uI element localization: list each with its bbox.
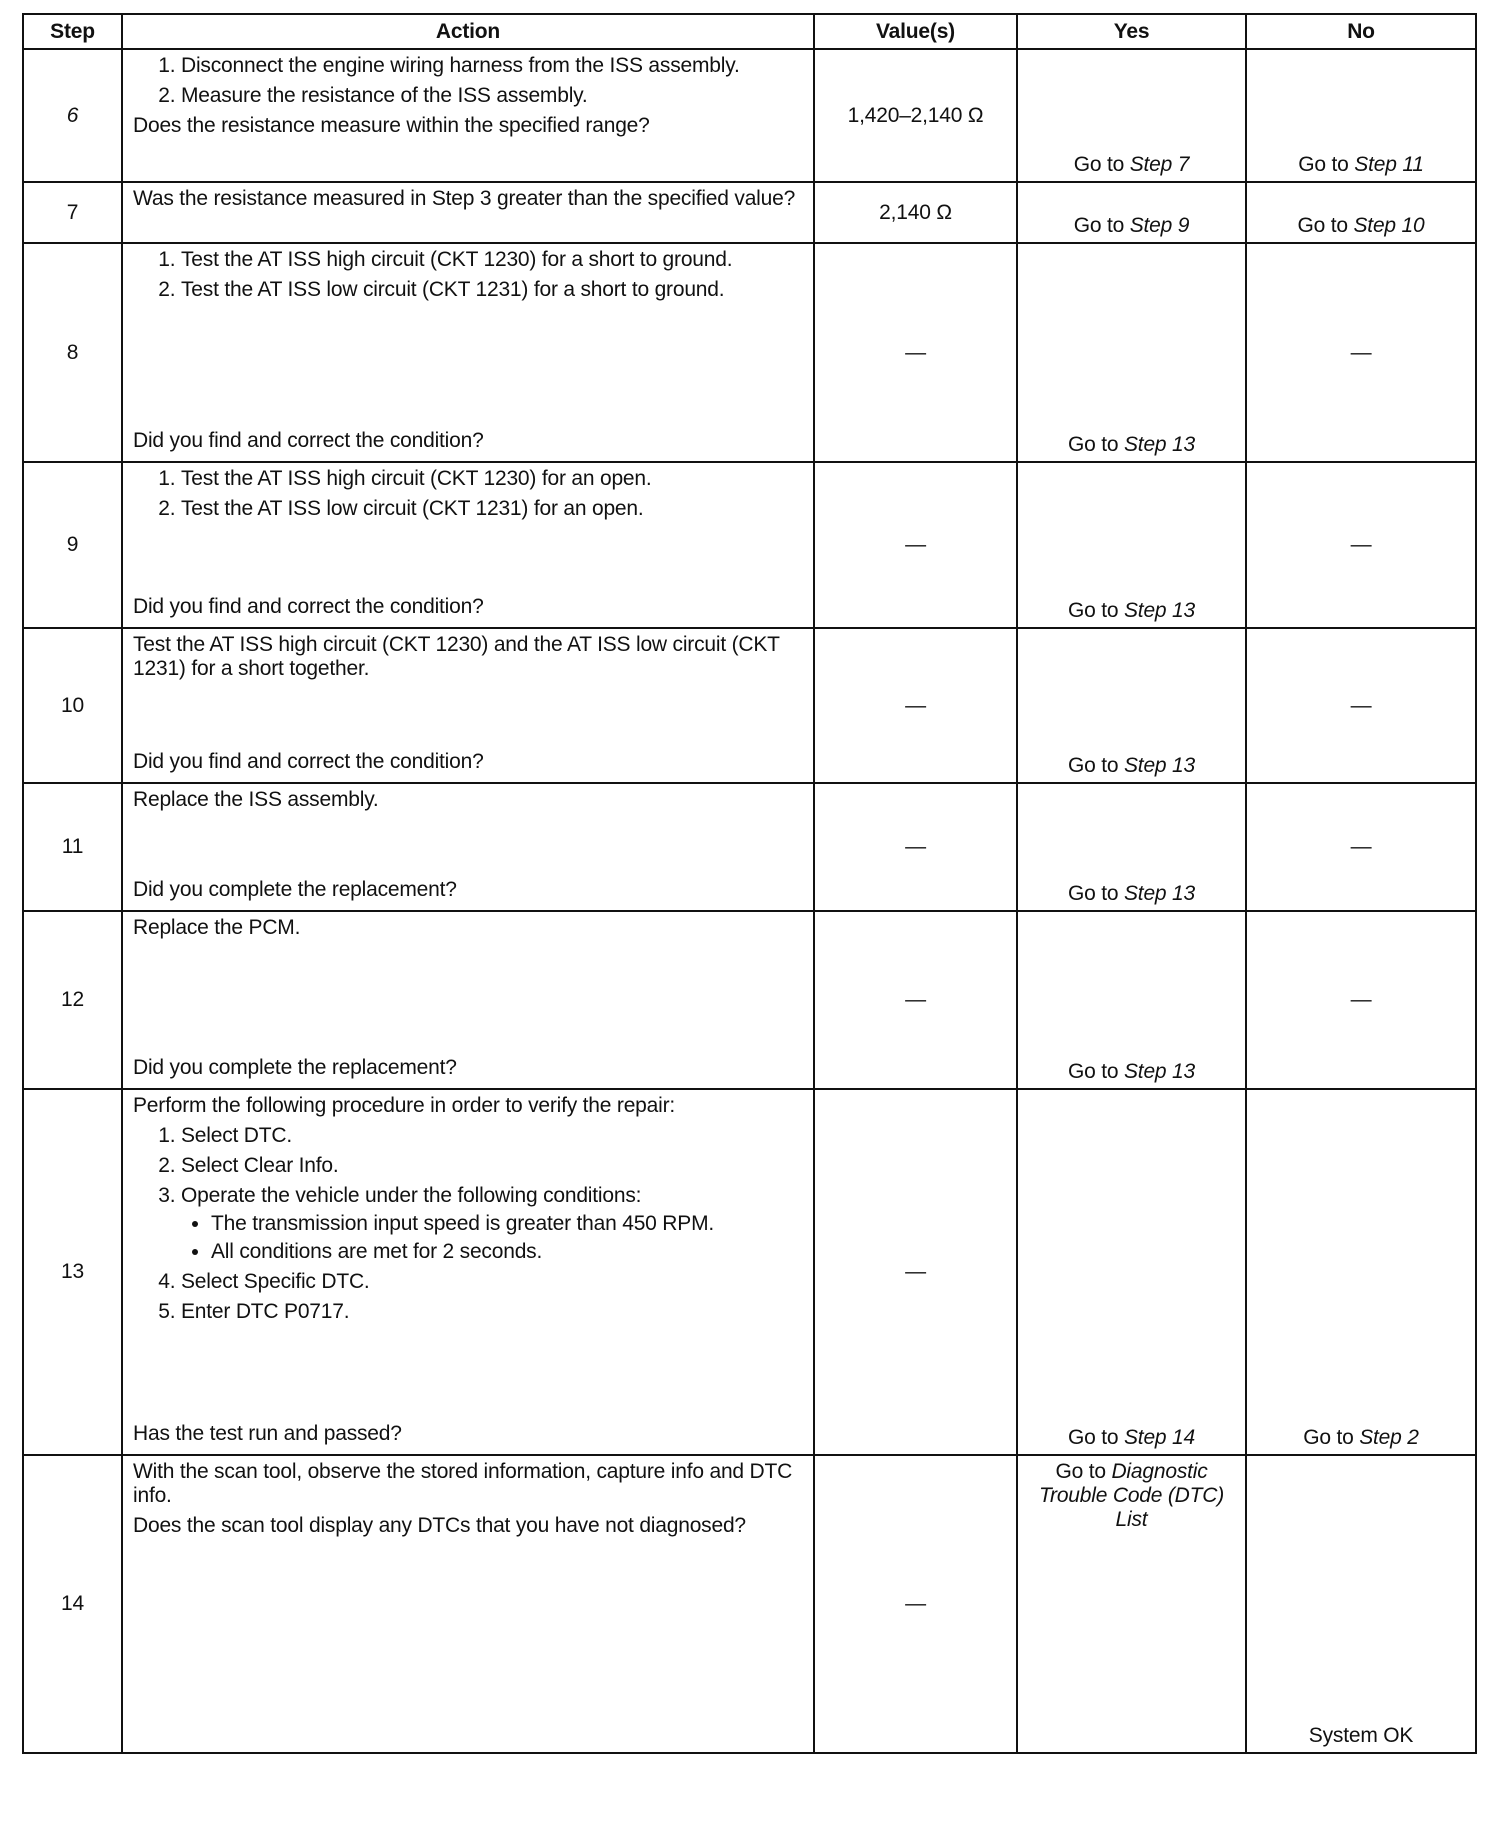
header-no: No [1246,14,1476,49]
action-question: Has the test run and passed? [133,1422,402,1445]
yes-link[interactable]: Step 13 [1124,433,1195,456]
step-number: 11 [23,783,122,911]
action-question: Did you complete the replacement? [133,878,457,901]
action-question: Does the resistance measure within the specified range? [133,114,650,137]
no-cell [1246,182,1476,243]
action-cell [122,628,814,783]
action-item: 5. Enter DTC P0717. [181,1300,803,1324]
value-cell: — [814,911,1017,1089]
yes-cell [1017,243,1246,462]
yes-link[interactable]: Step 7 [1129,153,1190,176]
no-cell: — [1246,911,1476,1089]
action-cell [122,911,814,1089]
header-row [23,14,1476,49]
action-item: 1. Select DTC. [181,1124,803,1148]
table-row [23,1455,1476,1753]
yes-cell [1017,1089,1246,1455]
no-cell: System OK [1246,1455,1476,1753]
step-number: 9 [23,462,122,628]
step-number: 13 [23,1089,122,1455]
action-text: Replace the ISS assembly. [133,788,379,811]
value-cell: — [814,243,1017,462]
action-text: Replace the PCM. [133,916,301,939]
action-question: Did you find and correct the condition? [133,429,484,452]
header-step: Step [23,14,122,49]
value-cell: — [814,783,1017,911]
value-cell: — [814,628,1017,783]
yes-prefix: Go to [1068,433,1124,456]
no-link[interactable]: Step 10 [1353,214,1425,237]
action-cell [122,462,814,628]
table-row [23,182,1476,243]
action-question: Did you complete the replacement? [133,1056,457,1079]
action-item: 2. Test the AT ISS low circuit (CKT 1231) for an open. [181,497,803,521]
table-row [23,783,1476,911]
diagnostic-table [22,13,1477,1754]
step-number: 8 [23,243,122,462]
step-number: 12 [23,911,122,1089]
table-row [23,462,1476,628]
yes-cell [1017,182,1246,243]
yes-link[interactable]: Step 14 [1124,1426,1195,1449]
action-text: Test the AT ISS high circuit (CKT 1230) and the AT ISS low circuit (CKT 1231) for a short together. [133,633,780,680]
value-cell: 2,140 Ω [814,182,1017,243]
condition-list [181,1212,803,1264]
action-question: Did you find and correct the condition? [133,595,484,618]
no-cell: — [1246,462,1476,628]
yes-prefix: Go to [1068,1060,1124,1083]
action-list [133,54,803,114]
action-question: Was the resistance measured in Step 3 greater than the specified value? [122,182,814,243]
step-number: 14 [23,1455,122,1753]
yes-link[interactable]: Step 13 [1124,882,1195,905]
no-cell: — [1246,628,1476,783]
step-number: 10 [23,628,122,783]
yes-cell [1017,628,1246,783]
table-row [23,243,1476,462]
table-row [23,628,1476,783]
yes-cell [1017,462,1246,628]
table-row [23,1089,1476,1455]
condition-item: • The transmission input speed is greater than 450 RPM. [211,1212,803,1236]
no-prefix: Go to [1298,153,1355,176]
header-action: Action [122,14,814,49]
action-item: 1. Test the AT ISS high circuit (CKT 1230) for a short to ground. [181,248,803,272]
action-list [133,467,803,527]
yes-link[interactable]: Step 9 [1129,214,1190,237]
step-number: 6 [23,49,122,182]
action-cell [122,1455,814,1753]
yes-prefix: Go to [1073,153,1130,176]
action-item-text: Operate the vehicle under the following conditions: [181,1184,642,1207]
action-item: 1. Disconnect the engine wiring harness from the ISS assembly. [181,54,803,78]
no-link[interactable]: Step 2 [1359,1426,1419,1449]
yes-link[interactable]: Step 13 [1124,1060,1195,1083]
yes-link[interactable]: Diagnostic Trouble Code (DTC) List [1038,1460,1225,1531]
condition-item: • All conditions are met for 2 seconds. [211,1240,803,1264]
no-cell [1246,49,1476,182]
action-cell [122,783,814,911]
no-link[interactable]: Step 11 [1354,153,1424,176]
yes-prefix: Go to [1055,1460,1112,1483]
action-list [133,248,803,308]
yes-prefix: Go to [1068,754,1124,777]
action-text: With the scan tool, observe the stored information, capture info and DTC info. [133,1460,793,1507]
yes-prefix: Go to [1068,1426,1124,1449]
header-values: Value(s) [814,14,1017,49]
action-text: Perform the following procedure in order to verify the repair: [133,1094,676,1117]
value-cell: — [814,1089,1017,1455]
yes-cell [1017,783,1246,911]
header-yes: Yes [1017,14,1246,49]
action-item: 2. Select Clear Info. [181,1154,803,1178]
no-cell [1246,1089,1476,1455]
yes-cell [1017,49,1246,182]
action-item: 2. Measure the resistance of the ISS assembly. [181,84,803,108]
action-list [133,1124,803,1324]
yes-cell [1017,1455,1246,1753]
action-item [181,1184,803,1264]
action-question: Did you find and correct the condition? [133,750,484,773]
action-item: 1. Test the AT ISS high circuit (CKT 1230) for an open. [181,467,803,491]
step-number: 7 [23,182,122,243]
table-row [23,49,1476,182]
no-cell: — [1246,783,1476,911]
action-cell [122,1089,814,1455]
action-question: Does the scan tool display any DTCs that you have not diagnosed? [133,1514,746,1537]
yes-link[interactable]: Step 13 [1124,754,1195,777]
yes-prefix: Go to [1068,599,1124,622]
yes-link[interactable]: Step 13 [1124,599,1195,622]
no-cell: — [1246,243,1476,462]
value-cell: — [814,1455,1017,1753]
yes-cell [1017,911,1246,1089]
action-item: 2. Test the AT ISS low circuit (CKT 1231) for a short to ground. [181,278,803,302]
no-prefix: Go to [1303,1426,1360,1449]
value-cell: — [814,462,1017,628]
value-cell: 1,420–2,140 Ω [814,49,1017,182]
yes-prefix: Go to [1073,214,1130,237]
action-item: 4. Select Specific DTC. [181,1270,803,1294]
table-row [23,911,1476,1089]
action-cell [122,49,814,182]
action-cell [122,243,814,462]
no-prefix: Go to [1297,214,1354,237]
yes-prefix: Go to [1068,882,1124,905]
